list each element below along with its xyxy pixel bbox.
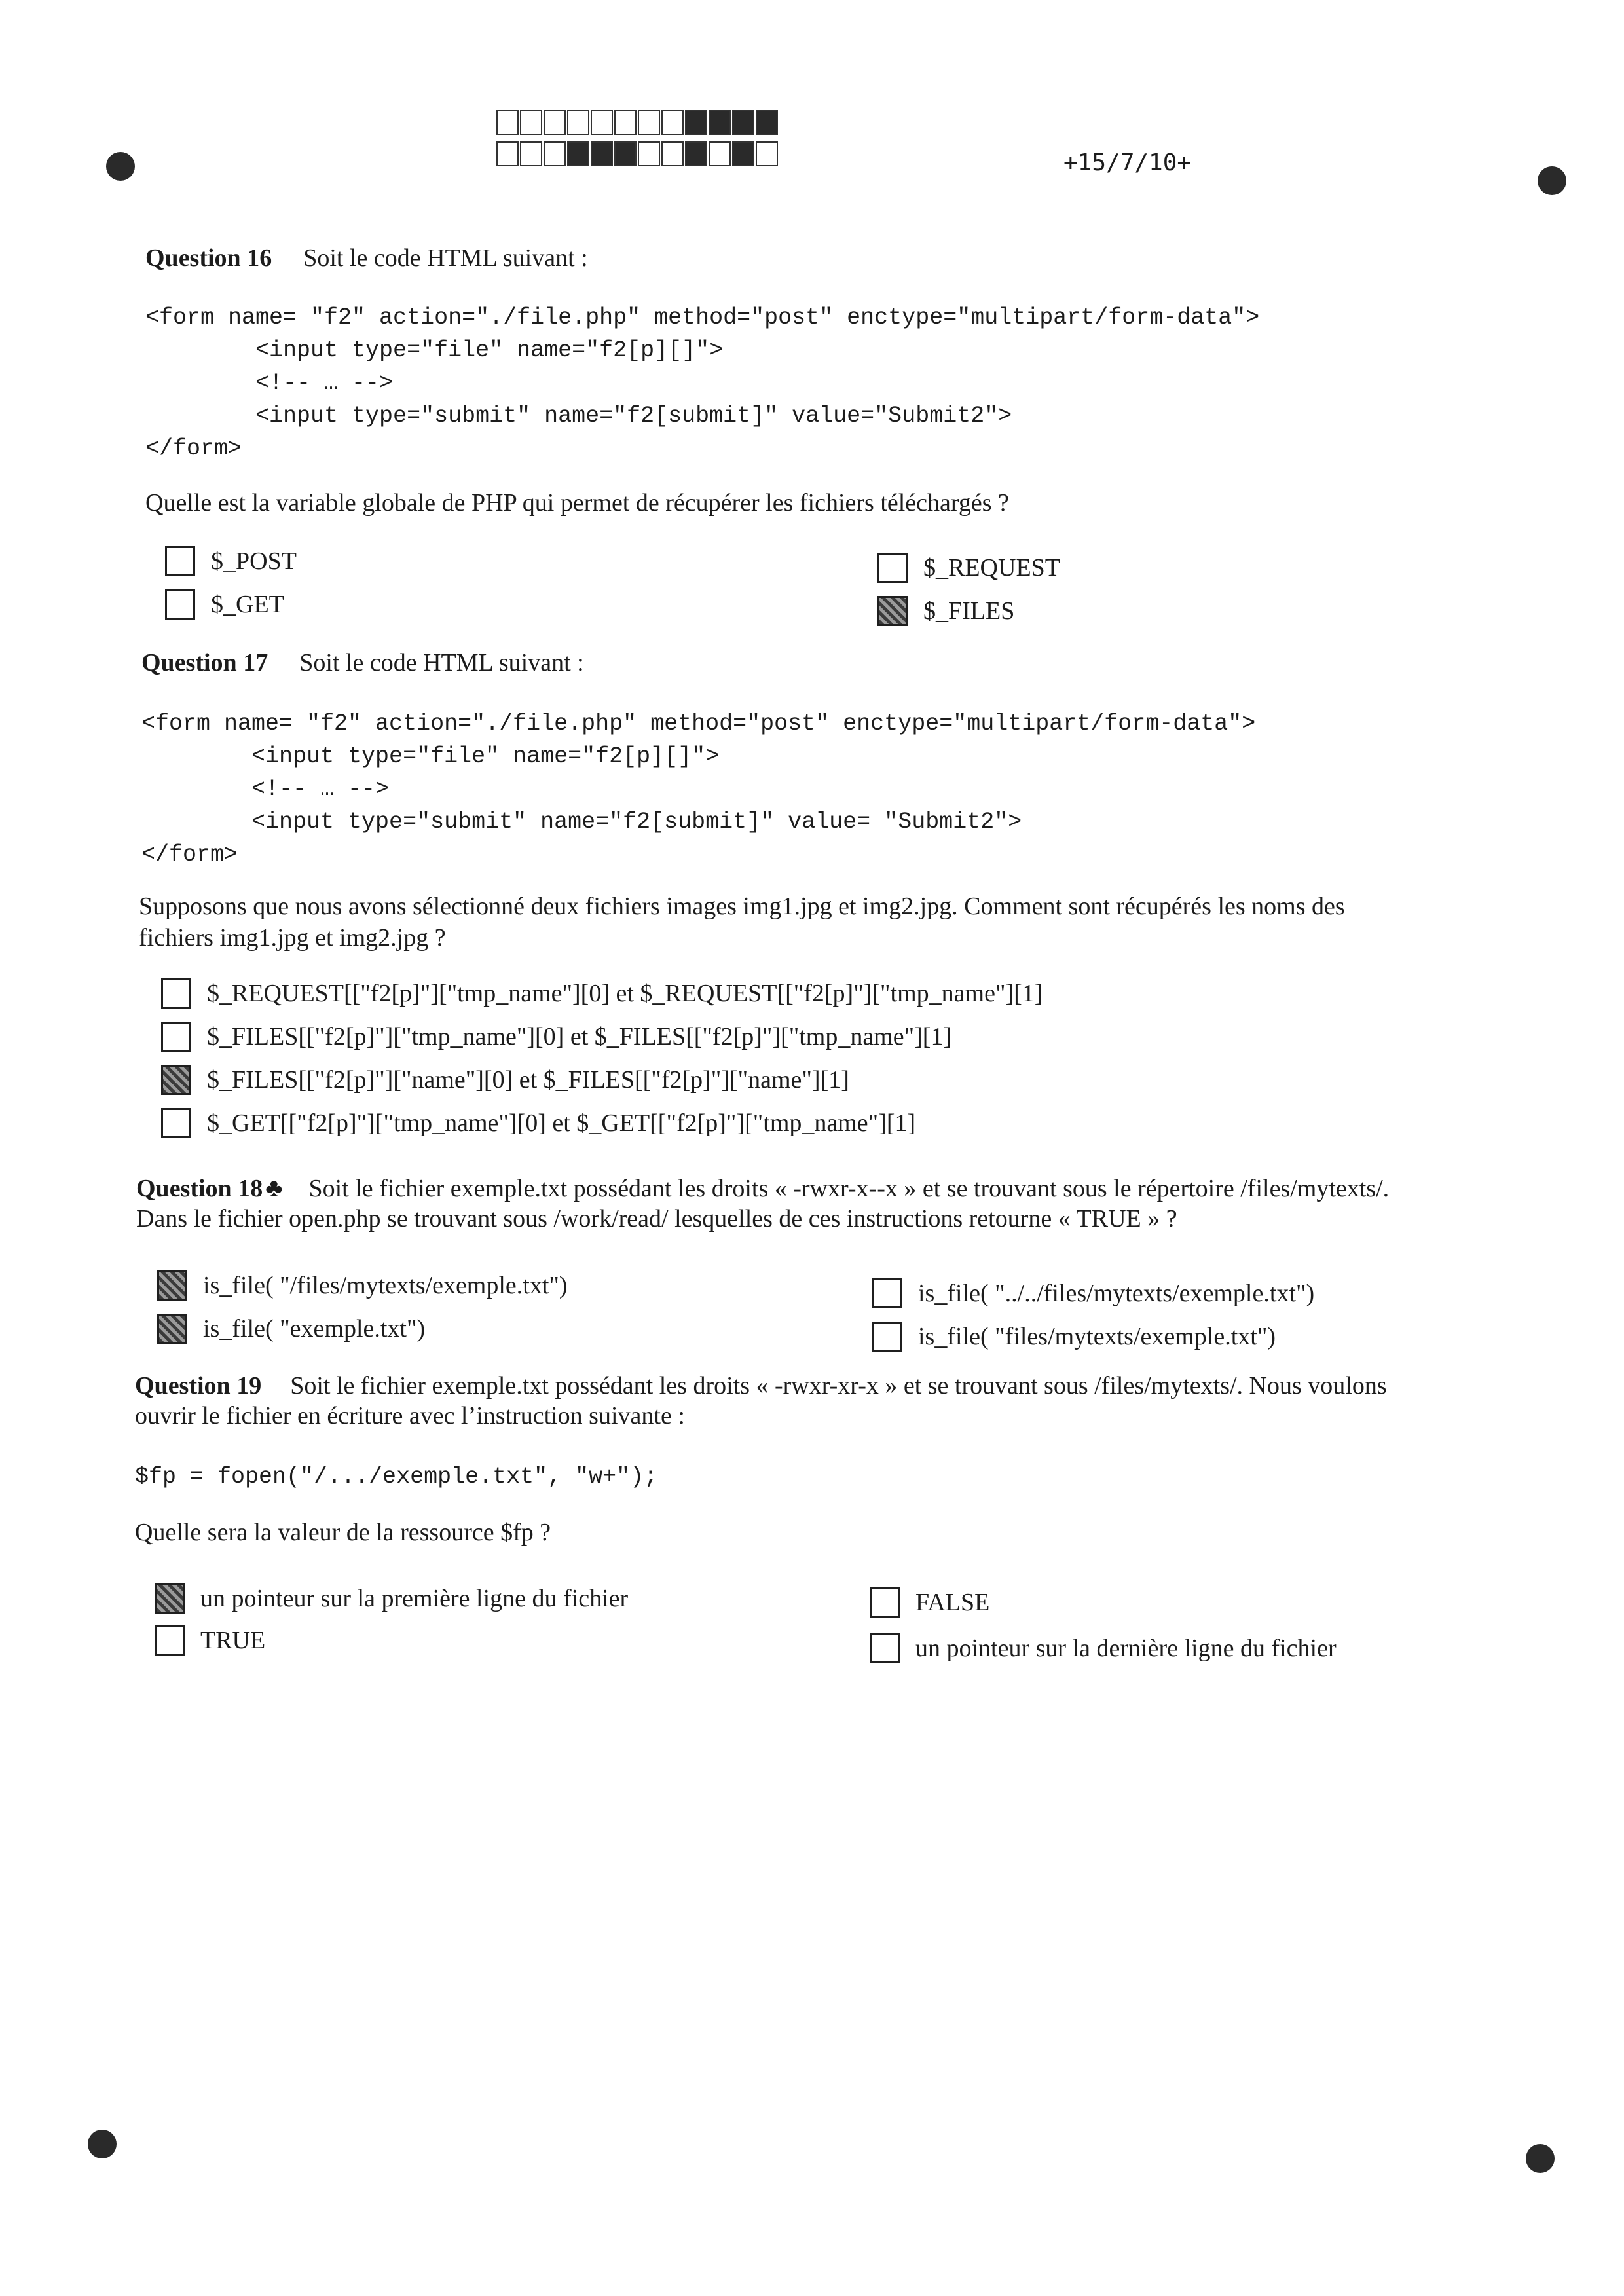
barcode-cell bbox=[661, 110, 684, 135]
code-line: <form name= "f2" action="./file.php" method="post" enctype="multipart/form-data"> bbox=[141, 711, 1256, 737]
answer-option[interactable] bbox=[157, 1270, 568, 1301]
question-line bbox=[135, 1371, 1387, 1400]
answer-option[interactable] bbox=[155, 1625, 265, 1656]
barcode-cell bbox=[520, 141, 542, 166]
registration-mark-top-left bbox=[106, 152, 135, 181]
checkbox[interactable] bbox=[157, 1270, 187, 1301]
option-label: TRUE bbox=[200, 1627, 266, 1654]
question-17-prompt bbox=[139, 892, 1345, 952]
option-label: is_file( "files/mytexts/exemple.txt") bbox=[918, 1323, 1276, 1350]
code-line: <input type="submit" name="f2[submit]" value= "Submit2"> bbox=[141, 809, 1022, 835]
question-label: Question 16 bbox=[145, 244, 272, 272]
question-label: Question 18 bbox=[136, 1175, 263, 1202]
barcode-cell bbox=[732, 141, 754, 166]
barcode-cell bbox=[732, 110, 754, 135]
answer-option[interactable] bbox=[155, 1583, 628, 1614]
answer-option[interactable] bbox=[161, 978, 1043, 1009]
barcode-cell bbox=[685, 110, 707, 135]
checkbox[interactable] bbox=[165, 589, 195, 620]
barcode-row bbox=[496, 141, 779, 168]
code-line: <input type="submit" name="f2[submit]" value="Submit2"> bbox=[145, 403, 1012, 429]
option-label: $_GET bbox=[211, 591, 284, 618]
option-label: $_GET[["f2[p]"]["tmp_name"][0] et $_GET[["f2[p]"]["tmp_name"][1] bbox=[207, 1109, 916, 1137]
answer-option[interactable] bbox=[165, 546, 297, 576]
option-label: un pointeur sur la première ligne du fichier bbox=[200, 1585, 629, 1612]
barcode-row bbox=[496, 110, 779, 136]
option-label: $_FILES[["f2[p]"]["tmp_name"][0] et $_FILES[["f2[p]"]["tmp_name"][1] bbox=[207, 1023, 952, 1050]
barcode-cell bbox=[661, 141, 684, 166]
registration-mark-bottom-left bbox=[88, 2130, 117, 2158]
barcode-cell bbox=[496, 110, 519, 135]
option-label: FALSE bbox=[915, 1589, 990, 1616]
club-symbol: ♣ bbox=[265, 1173, 283, 1202]
barcode-cell bbox=[685, 141, 707, 166]
question-17-code bbox=[141, 707, 1255, 871]
question-text: Soit le code HTML suivant : bbox=[303, 244, 588, 272]
option-label: $_REQUEST[["f2[p]"]["tmp_name"][0] et $_REQUEST[["f2[p]"]["tmp_name"][1] bbox=[207, 980, 1043, 1007]
checkbox[interactable] bbox=[155, 1583, 185, 1614]
question-text: Soit le code HTML suivant : bbox=[299, 649, 584, 676]
question-text: Soit le fichier exemple.txt possédant les droits « -rwxr-x--x » et se trouvant sous le répertoire /files/mytexts/. bbox=[308, 1175, 1390, 1202]
code-line: <!-- … --> bbox=[141, 776, 390, 802]
checkbox[interactable] bbox=[872, 1322, 902, 1352]
checkbox[interactable] bbox=[870, 1587, 900, 1618]
question-17-header bbox=[141, 648, 584, 677]
option-label: is_file( "exemple.txt") bbox=[203, 1315, 426, 1342]
barcode-cell bbox=[756, 110, 778, 135]
answer-option[interactable] bbox=[157, 1314, 425, 1344]
registration-mark-bottom-right bbox=[1526, 2144, 1555, 2173]
checkbox[interactable] bbox=[161, 1065, 191, 1095]
question-16-prompt: Quelle est la variable globale de PHP qui permet de récupérer les fichiers téléchargés ? bbox=[145, 489, 1009, 517]
barcode-cell bbox=[614, 110, 637, 135]
page-code: +15/7/10+ bbox=[1063, 149, 1192, 176]
option-label: un pointeur sur la dernière ligne du fichier bbox=[915, 1635, 1337, 1662]
question-line: Dans le fichier open.php se trouvant sous /work/read/ lesquelles de ces instructions retourne « TRUE » ? bbox=[136, 1205, 1177, 1232]
answer-option[interactable] bbox=[161, 1022, 951, 1052]
barcode-cell bbox=[496, 141, 519, 166]
answer-option[interactable] bbox=[872, 1278, 1314, 1308]
question-16-header bbox=[145, 244, 588, 272]
option-label: is_file( "/files/mytexts/exemple.txt") bbox=[203, 1272, 568, 1299]
answer-option[interactable] bbox=[877, 596, 1014, 626]
checkbox[interactable] bbox=[157, 1314, 187, 1344]
barcode-cell bbox=[638, 110, 660, 135]
answer-option[interactable] bbox=[870, 1587, 989, 1618]
registration-mark-top-right bbox=[1538, 166, 1566, 195]
checkbox[interactable] bbox=[877, 596, 908, 626]
checkbox[interactable] bbox=[877, 553, 908, 583]
checkbox[interactable] bbox=[870, 1633, 900, 1663]
question-16-code bbox=[145, 301, 1259, 465]
barcode-cell bbox=[638, 141, 660, 166]
barcode-cell bbox=[591, 141, 613, 166]
question-19-header bbox=[135, 1371, 1387, 1430]
prompt-line: Supposons que nous avons sélectionné deux fichiers images img1.jpg et img2.jpg. Comment sont récupérés les noms des bbox=[139, 893, 1345, 920]
option-label: $_POST bbox=[211, 547, 297, 575]
checkbox[interactable] bbox=[161, 1108, 191, 1138]
answer-option[interactable] bbox=[870, 1633, 1337, 1663]
code-line: <!-- … --> bbox=[145, 370, 394, 396]
prompt-line: fichiers img1.jpg et img2.jpg ? bbox=[139, 924, 446, 952]
answer-option[interactable] bbox=[165, 589, 284, 620]
barcode-cell bbox=[544, 141, 566, 166]
option-label: $_FILES bbox=[923, 597, 1015, 625]
answer-option[interactable] bbox=[161, 1108, 915, 1138]
question-label: Question 17 bbox=[141, 649, 268, 676]
code-line: <input type="file" name="f2[p][]"> bbox=[145, 337, 724, 363]
barcode-cell bbox=[520, 110, 542, 135]
question-18-header bbox=[136, 1172, 1389, 1233]
barcode-cell bbox=[709, 141, 731, 166]
barcode-cell bbox=[567, 141, 589, 166]
answer-option[interactable] bbox=[877, 553, 1060, 583]
checkbox[interactable] bbox=[872, 1278, 902, 1308]
option-label: $_REQUEST bbox=[923, 554, 1060, 582]
question-line bbox=[136, 1172, 1389, 1203]
barcode-cell bbox=[756, 141, 778, 166]
question-line: ouvrir le fichier en écriture avec l’instruction suivante : bbox=[135, 1402, 685, 1430]
question-text: Soit le fichier exemple.txt possédant les droits « -rwxr-xr-x » et se trouvant sous /files/mytexts/. Nous voulons bbox=[290, 1372, 1387, 1399]
code-line: </form> bbox=[141, 842, 238, 868]
answer-option[interactable] bbox=[872, 1322, 1276, 1352]
barcode-cell bbox=[567, 110, 589, 135]
barcode-cell bbox=[709, 110, 731, 135]
barcode-cell bbox=[591, 110, 613, 135]
checkbox[interactable] bbox=[165, 546, 195, 576]
question-19-code: $fp = fopen("/.../exemple.txt", "w+"); bbox=[135, 1464, 658, 1490]
checkbox[interactable] bbox=[161, 978, 191, 1009]
checkbox[interactable] bbox=[155, 1625, 185, 1656]
question-19-prompt: Quelle sera la valeur de la ressource $fp ? bbox=[135, 1519, 551, 1546]
barcode-cell bbox=[544, 110, 566, 135]
question-label: Question 19 bbox=[135, 1372, 262, 1399]
page-barcode bbox=[496, 110, 779, 173]
code-line: </form> bbox=[145, 435, 242, 462]
barcode-cell bbox=[614, 141, 637, 166]
code-line: <input type="file" name="f2[p][]"> bbox=[141, 743, 720, 769]
checkbox[interactable] bbox=[161, 1022, 191, 1052]
answer-option[interactable] bbox=[161, 1065, 849, 1095]
code-line: <form name= "f2" action="./file.php" method="post" enctype="multipart/form-data"> bbox=[145, 305, 1260, 331]
option-label: is_file( "../../files/mytexts/exemple.txt") bbox=[918, 1280, 1315, 1307]
option-label: $_FILES[["f2[p]"]["name"][0] et $_FILES[["f2[p]"]["name"][1] bbox=[207, 1066, 849, 1094]
